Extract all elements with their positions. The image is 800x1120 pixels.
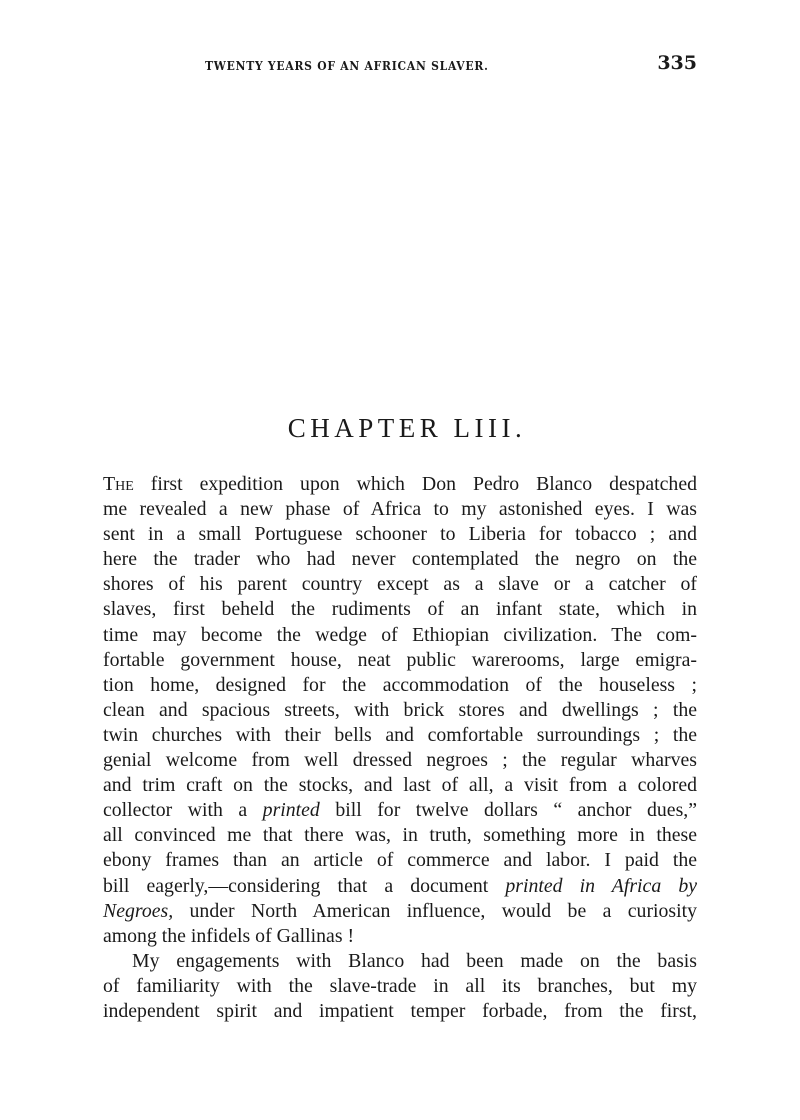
lead-word: The [103,473,134,495]
text-line [103,472,697,497]
body-text [103,472,697,1024]
text-line: all convinced me that there was, in truth, something more in these [103,824,697,847]
italic-run: printed [262,799,320,822]
text-run: under North American influence, would be a curiosity [173,899,697,922]
text-line: fortable government house, neat public warerooms, large emigra- [103,648,697,671]
running-title: TWENTY YEARS OF AN AFRICAN SLAVER. [205,58,489,73]
text-run: first expedition upon which Don Pedro Blanco despatched [133,473,697,495]
chapter-heading: CHAPTER LIII. [287,413,527,443]
text-line: and trim craft on the stocks, and last of all, a visit from a colored [103,774,697,797]
text-line: sent in a small Portuguese schooner to Liberia for tobacco ; and [103,523,697,546]
text-line: ebony frames than an article of commerce and labor. I paid the [103,849,697,872]
text-line: independent spirit and impatient temper forbade, from the first, [103,999,697,1022]
text-run: bill for twelve dollars “ anchor dues,” [319,799,697,822]
text-line: My engagements with Blanco had been made on the basis [132,949,697,972]
text-line: among the infidels of Gallinas ! [103,924,355,947]
text-line [103,798,697,823]
text-line: clean and spacious streets, with brick stores and dwellings ; the [103,698,697,721]
text-line: shores of his parent country except as a slave or a catcher of [103,573,697,596]
page-number: 335 [657,52,697,74]
text-line [103,874,697,899]
italic-run: Negroes, [103,899,174,922]
text-line: time may become the wedge of Ethiopian civilization. The com- [103,623,697,646]
text-line: genial welcome from well dressed negroes ; the regular wharves [103,749,697,772]
running-head [205,52,697,76]
text-line: me revealed a new phase of Africa to my astonished eyes. I was [103,498,697,521]
text-line: tion home, designed for the accommodation of the houseless ; [103,673,697,696]
text-run: collector with a [103,799,263,822]
text-line: of familiarity with the slave-trade in all its branches, but my [103,974,697,997]
text-line: twin churches with their bells and comfortable surroundings ; the [103,723,697,746]
text-line: here the trader who had never contemplated the negro on the [103,548,697,571]
text-line: slaves, first beheld the rudiments of an infant state, which in [103,598,697,621]
text-line [103,899,697,924]
italic-run: printed in Africa by [505,874,697,897]
text-run: bill eagerly,—considering that a document [103,874,506,897]
